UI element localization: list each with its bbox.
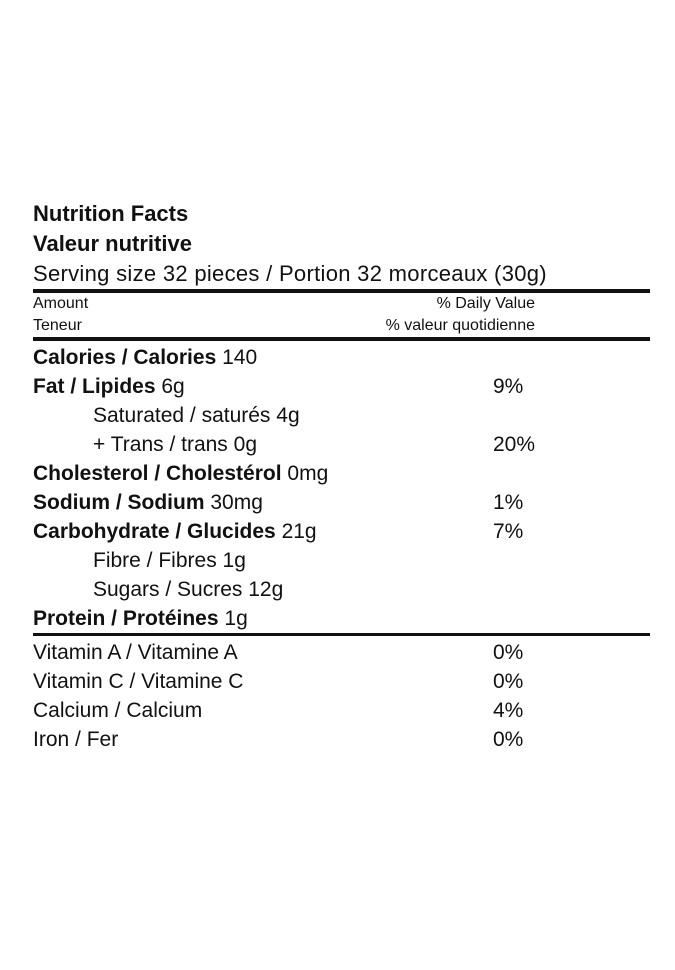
row-protein [33,604,650,633]
micronutrient-name: Vitamin C / Vitamine C [33,670,244,693]
nutrient-name: Saturated / saturés [93,404,271,427]
nutrient-daily-value: 20% [493,433,536,456]
micronutrient-rows [33,636,650,754]
row-trans [33,430,650,459]
nutrient-amount: 1g [222,549,246,572]
nutrient-amount: 21g [281,520,317,543]
nutrient-amount: 6g [161,375,185,398]
amount-header-fr: Teneur [33,317,82,334]
nutrient-amount: 0mg [287,462,329,485]
row-sugars [33,575,650,604]
row-fat [33,372,650,401]
nutrient-name: Calories / Calories [33,346,217,369]
nutrient-name: Fibre / Fibres [93,549,217,572]
nutrient-amount: 12g [248,578,284,601]
micronutrient-daily-value: 0% [493,641,524,664]
title-french: Valeur nutritive [33,231,192,256]
title-english: Nutrition Facts [33,201,189,226]
nutrient-amount: 140 [222,346,258,369]
nutrient-amount: 30mg [210,491,263,514]
nutrient-name: Sodium / Sodium [33,491,205,514]
nutrient-name: + Trans / trans [93,433,228,456]
daily-value-header-en: % Daily Value [436,295,535,312]
micronutrient-daily-value: 4% [493,699,524,722]
nutrient-amount: 4g [276,404,300,427]
nutrient-name: Fat / Lipides [33,375,156,398]
row-vitamin-c [33,667,650,696]
nutrient-daily-value: 9% [493,375,524,398]
micronutrient-daily-value: 0% [493,728,524,751]
nutrient-amount: 0g [233,433,258,456]
row-cholesterol [33,459,650,488]
micronutrient-daily-value: 0% [493,670,524,693]
nutrient-name: Carbohydrate / Glucides [33,520,276,543]
row-sodium [33,488,650,517]
micronutrient-name: Calcium / Calcium [33,699,203,722]
serving-size-line: Serving size 32 pieces / Portion 32 morceaux (30g) [33,261,547,286]
column-header-row-french [33,315,650,337]
micronutrient-name: Vitamin A / Vitamine A [33,641,238,664]
nutrient-name: Sugars / Sucres [93,578,243,601]
daily-value-header-fr: % valeur quotidienne [385,317,535,334]
row-fibre [33,546,650,575]
nutrient-name: Cholesterol / Cholestérol [33,462,282,485]
nutrient-rows [33,341,650,633]
nutrition-facts-label [33,198,650,754]
row-calcium [33,696,650,725]
nutrient-daily-value: 1% [493,491,524,514]
row-iron [33,725,650,754]
row-carbohydrate [33,517,650,546]
column-header-row-english [33,293,650,315]
row-saturated [33,401,650,430]
micronutrient-name: Iron / Fer [33,728,119,751]
amount-header-en: Amount [33,295,89,312]
nutrient-daily-value: 7% [493,520,524,543]
row-calories [33,343,650,372]
nutrient-amount: 1g [224,607,248,630]
nutrient-name: Protein / Protéines [33,607,219,630]
row-vitamin-a [33,638,650,667]
